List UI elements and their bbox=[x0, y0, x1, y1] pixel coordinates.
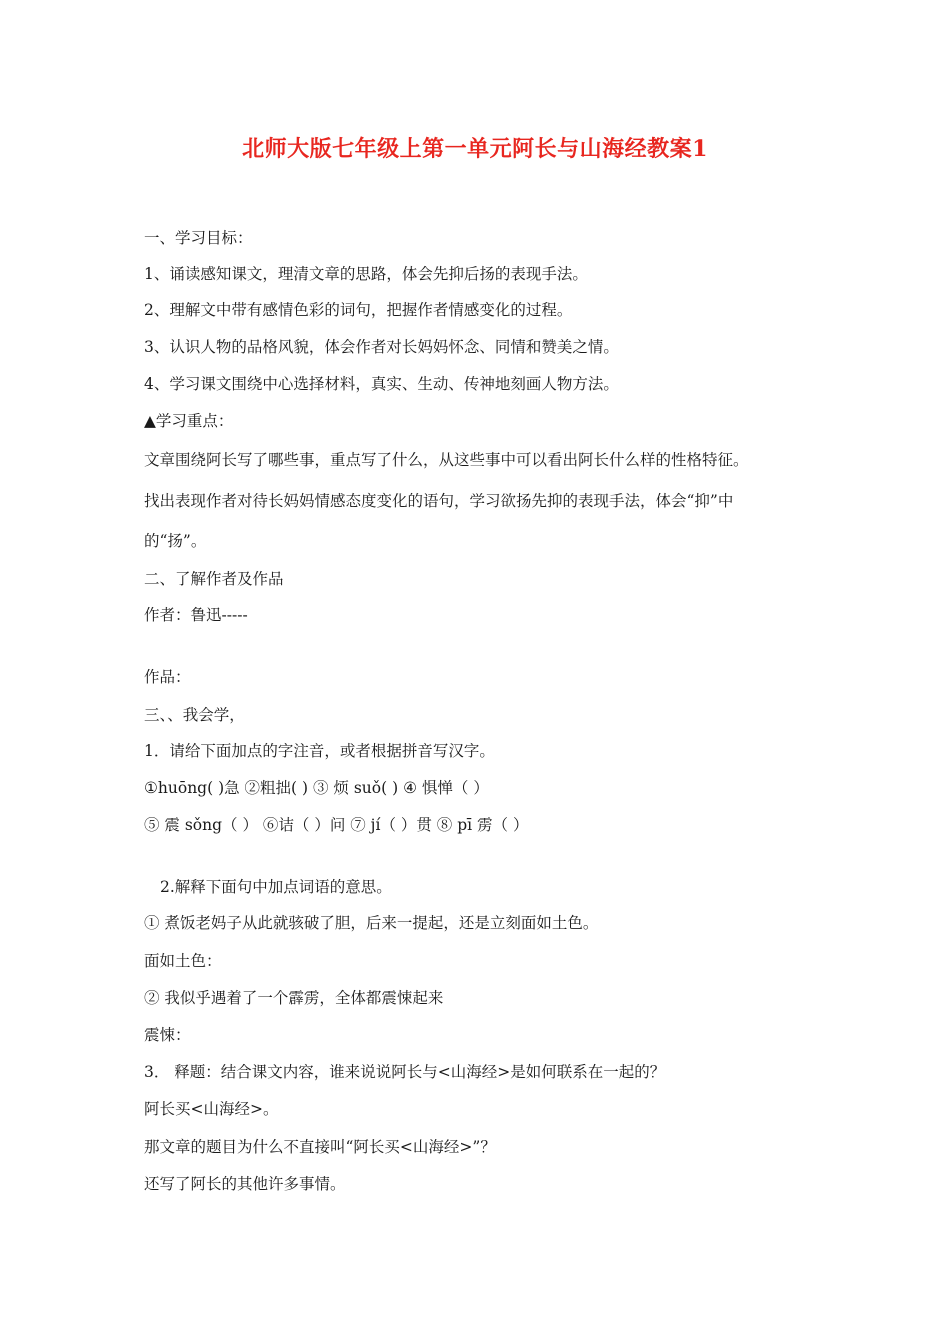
exercise-3-answer-1: 阿长买<山海经>。 bbox=[144, 1100, 279, 1118]
exercise-3-answer-2: 还写了阿长的其他许多事情。 bbox=[144, 1175, 346, 1193]
exercise-1-row-2: ⑤ 震 sǒng（ ） ⑥诘（ ）问 ⑦ jí（ ）贯 ⑧ pī 雳（ ） bbox=[144, 816, 529, 834]
section-heading-author: 二、了解作者及作品 bbox=[144, 570, 284, 588]
key-point-2: 找出表现作者对待长妈妈情感态度变化的语句，学习欲扬先抑的表现手法，体会“抑”中 bbox=[144, 492, 734, 510]
section-heading-key-points: ▲学习重点： bbox=[144, 412, 234, 430]
exercise-2-sentence-2: ② 我似乎遇着了一个霹雳，全体都震悚起来 bbox=[144, 989, 444, 1007]
key-point-1: 文章围绕阿长写了哪些事，重点写了什么，从这些事中可以看出阿长什么样的性格特征。 bbox=[144, 451, 749, 469]
works-line: 作品： bbox=[144, 668, 191, 686]
exercise-2-term-1: 面如土色： bbox=[144, 952, 222, 970]
exercise-2-term-2: 震悚： bbox=[144, 1026, 191, 1044]
goal-item-4: 4、学习课文围绕中心选择材料，真实、生动、传神地刻画人物方法。 bbox=[144, 375, 619, 393]
exercise-3-prompt: 3． 释题：结合课文内容，谁来说说阿长与<山海经>是如何联系在一起的？ bbox=[144, 1063, 666, 1081]
exercise-2-prompt: 2.解释下面句中加点词语的意思。 bbox=[160, 878, 392, 896]
section-heading-learn: 三、、我会学， bbox=[144, 706, 245, 724]
exercise-3-question-2: 那文章的题目为什么不直接叫“阿长买<山海经>”？ bbox=[144, 1138, 496, 1156]
exercise-2-sentence-1: ① 煮饭老妈子从此就骇破了胆，后来一提起，还是立刻面如土色。 bbox=[144, 914, 599, 932]
section-heading-goals: 一、学习目标： bbox=[144, 229, 253, 247]
goal-item-1: 1、诵读感知课文，理清文章的思路，体会先抑后扬的表现手法。 bbox=[144, 265, 588, 283]
exercise-1-row-1: ①huōng( )急 ②粗拙( ) ③ 烦 suǒ( ) ④ 惧惮（ ） bbox=[144, 779, 489, 797]
key-point-2-continued: 的“扬”。 bbox=[144, 532, 207, 550]
goal-item-2: 2、理解文中带有感情色彩的词句，把握作者情感变化的过程。 bbox=[144, 301, 573, 319]
author-line: 作者：鲁迅----- bbox=[144, 606, 248, 624]
exercise-1-prompt: 1．请给下面加点的字注音，或者根据拼音写汉字。 bbox=[144, 742, 495, 760]
document-title: 北师大版七年级上第一单元阿长与山海经教案1 bbox=[242, 136, 708, 162]
goal-item-3: 3、认识人物的品格风貌，体会作者对长妈妈怀念、同情和赞美之情。 bbox=[144, 338, 619, 356]
